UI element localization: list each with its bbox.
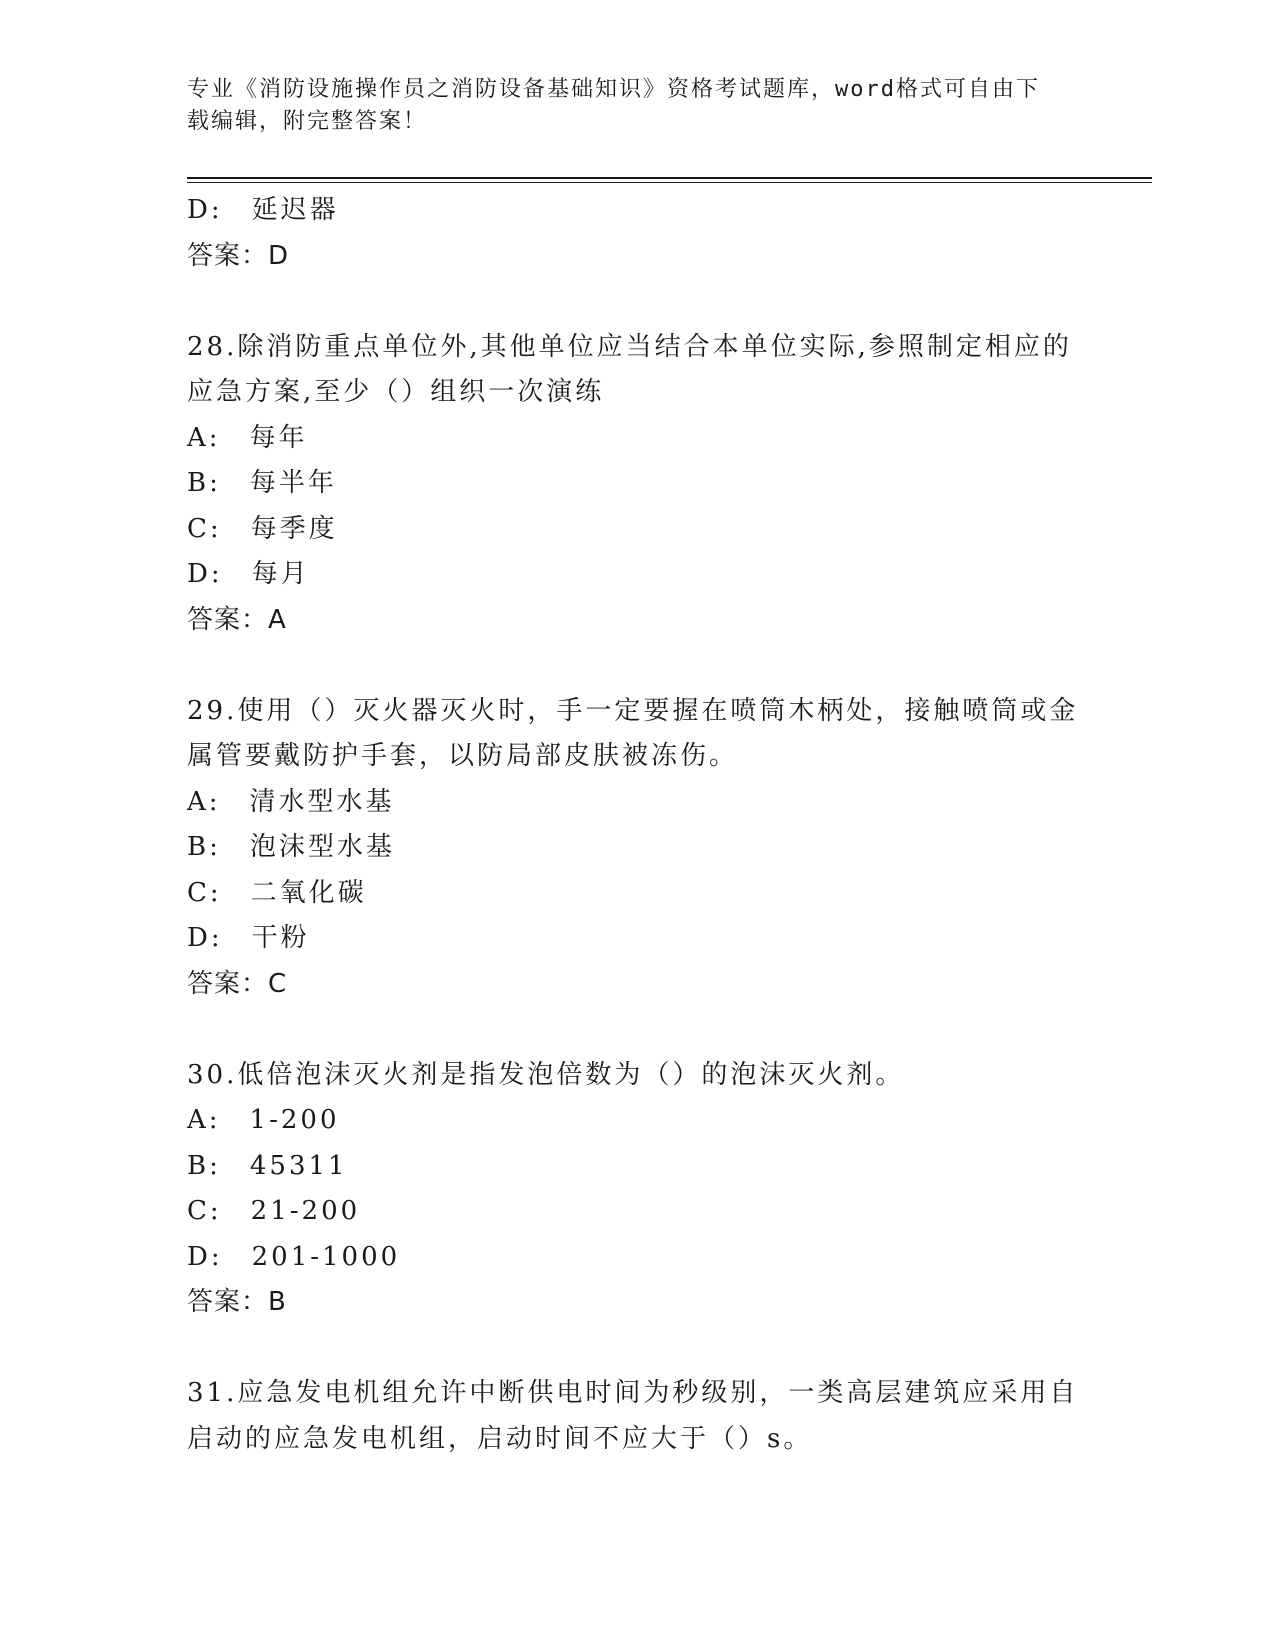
spacer <box>187 1326 1087 1372</box>
question-text: 28.除消防重点单位外,其他单位应当结合本单位实际,参照制定相应的 <box>187 331 1072 362</box>
option-c: C: 21-200 <box>187 1196 361 1226</box>
question-31 <box>187 1371 1087 1462</box>
answer-line <box>187 234 1087 280</box>
document-body <box>187 188 1087 1462</box>
header-line-1: 专业《消防设施操作员之消防设备基础知识》资格考试题库，word格式可自由下 <box>187 77 1040 102</box>
answer-value: D <box>268 240 290 271</box>
page-header <box>187 74 1087 138</box>
answer-line <box>187 598 1087 644</box>
question-text: 30.低倍泡沫灭火剂是指发泡倍数为（）的泡沫灭火剂。 <box>187 1059 905 1090</box>
answer-line <box>187 962 1087 1008</box>
answer-label: 答案： <box>187 968 269 999</box>
option-c: C: 二氧化碳 <box>187 877 367 908</box>
answer-value: A <box>268 604 287 635</box>
answer-label: 答案： <box>187 604 269 635</box>
answer-line <box>187 1280 1087 1326</box>
question-text: 启动的应急发电机组，启动时间不应大于（）s。 <box>187 1423 813 1454</box>
header-rule-thin <box>187 182 1152 183</box>
answer-value: B <box>268 1287 287 1317</box>
header-line-2: 载编辑，附完整答案！ <box>187 109 428 134</box>
answer-label: 答案： <box>187 1287 269 1317</box>
question-text: 31.应急发电机组允许中断供电时间为秒级别，一类高层建筑应采用自 <box>187 1378 1079 1408</box>
option-a: A: 每年 <box>187 422 308 453</box>
option-a: A: 清水型水基 <box>187 786 395 817</box>
option-c: C: 每季度 <box>187 513 338 544</box>
question-text: 应急方案,至少（）组织一次演练 <box>187 377 605 407</box>
option-d: D: 每月 <box>187 559 310 589</box>
question-text: 属管要戴防护手套，以防局部皮肤被冻伤。 <box>187 741 739 771</box>
option-d: D: 延迟器 <box>187 195 339 225</box>
option-a: A: 1-200 <box>187 1105 340 1135</box>
question-text: 29.使用（）灭火器灭火时，手一定要握在喷筒木柄处，接触喷筒或金 <box>187 695 1079 726</box>
option-d: D: 干粉 <box>187 923 310 953</box>
header-rule-thick <box>187 177 1152 179</box>
answer-label: 答案： <box>187 240 269 271</box>
option-d: D: 201-1000 <box>187 1241 401 1272</box>
spacer <box>187 279 1087 325</box>
question-30 <box>187 1053 1087 1326</box>
question-27-tail <box>187 188 1087 279</box>
spacer <box>187 1007 1087 1053</box>
option-b: B: 每半年 <box>187 468 337 498</box>
option-b: B: 45311 <box>187 1150 348 1181</box>
question-28 <box>187 325 1087 644</box>
option-b: B: 泡沫型水基 <box>187 832 395 862</box>
spacer <box>187 643 1087 689</box>
question-29 <box>187 689 1087 1008</box>
answer-value: C <box>268 968 288 999</box>
